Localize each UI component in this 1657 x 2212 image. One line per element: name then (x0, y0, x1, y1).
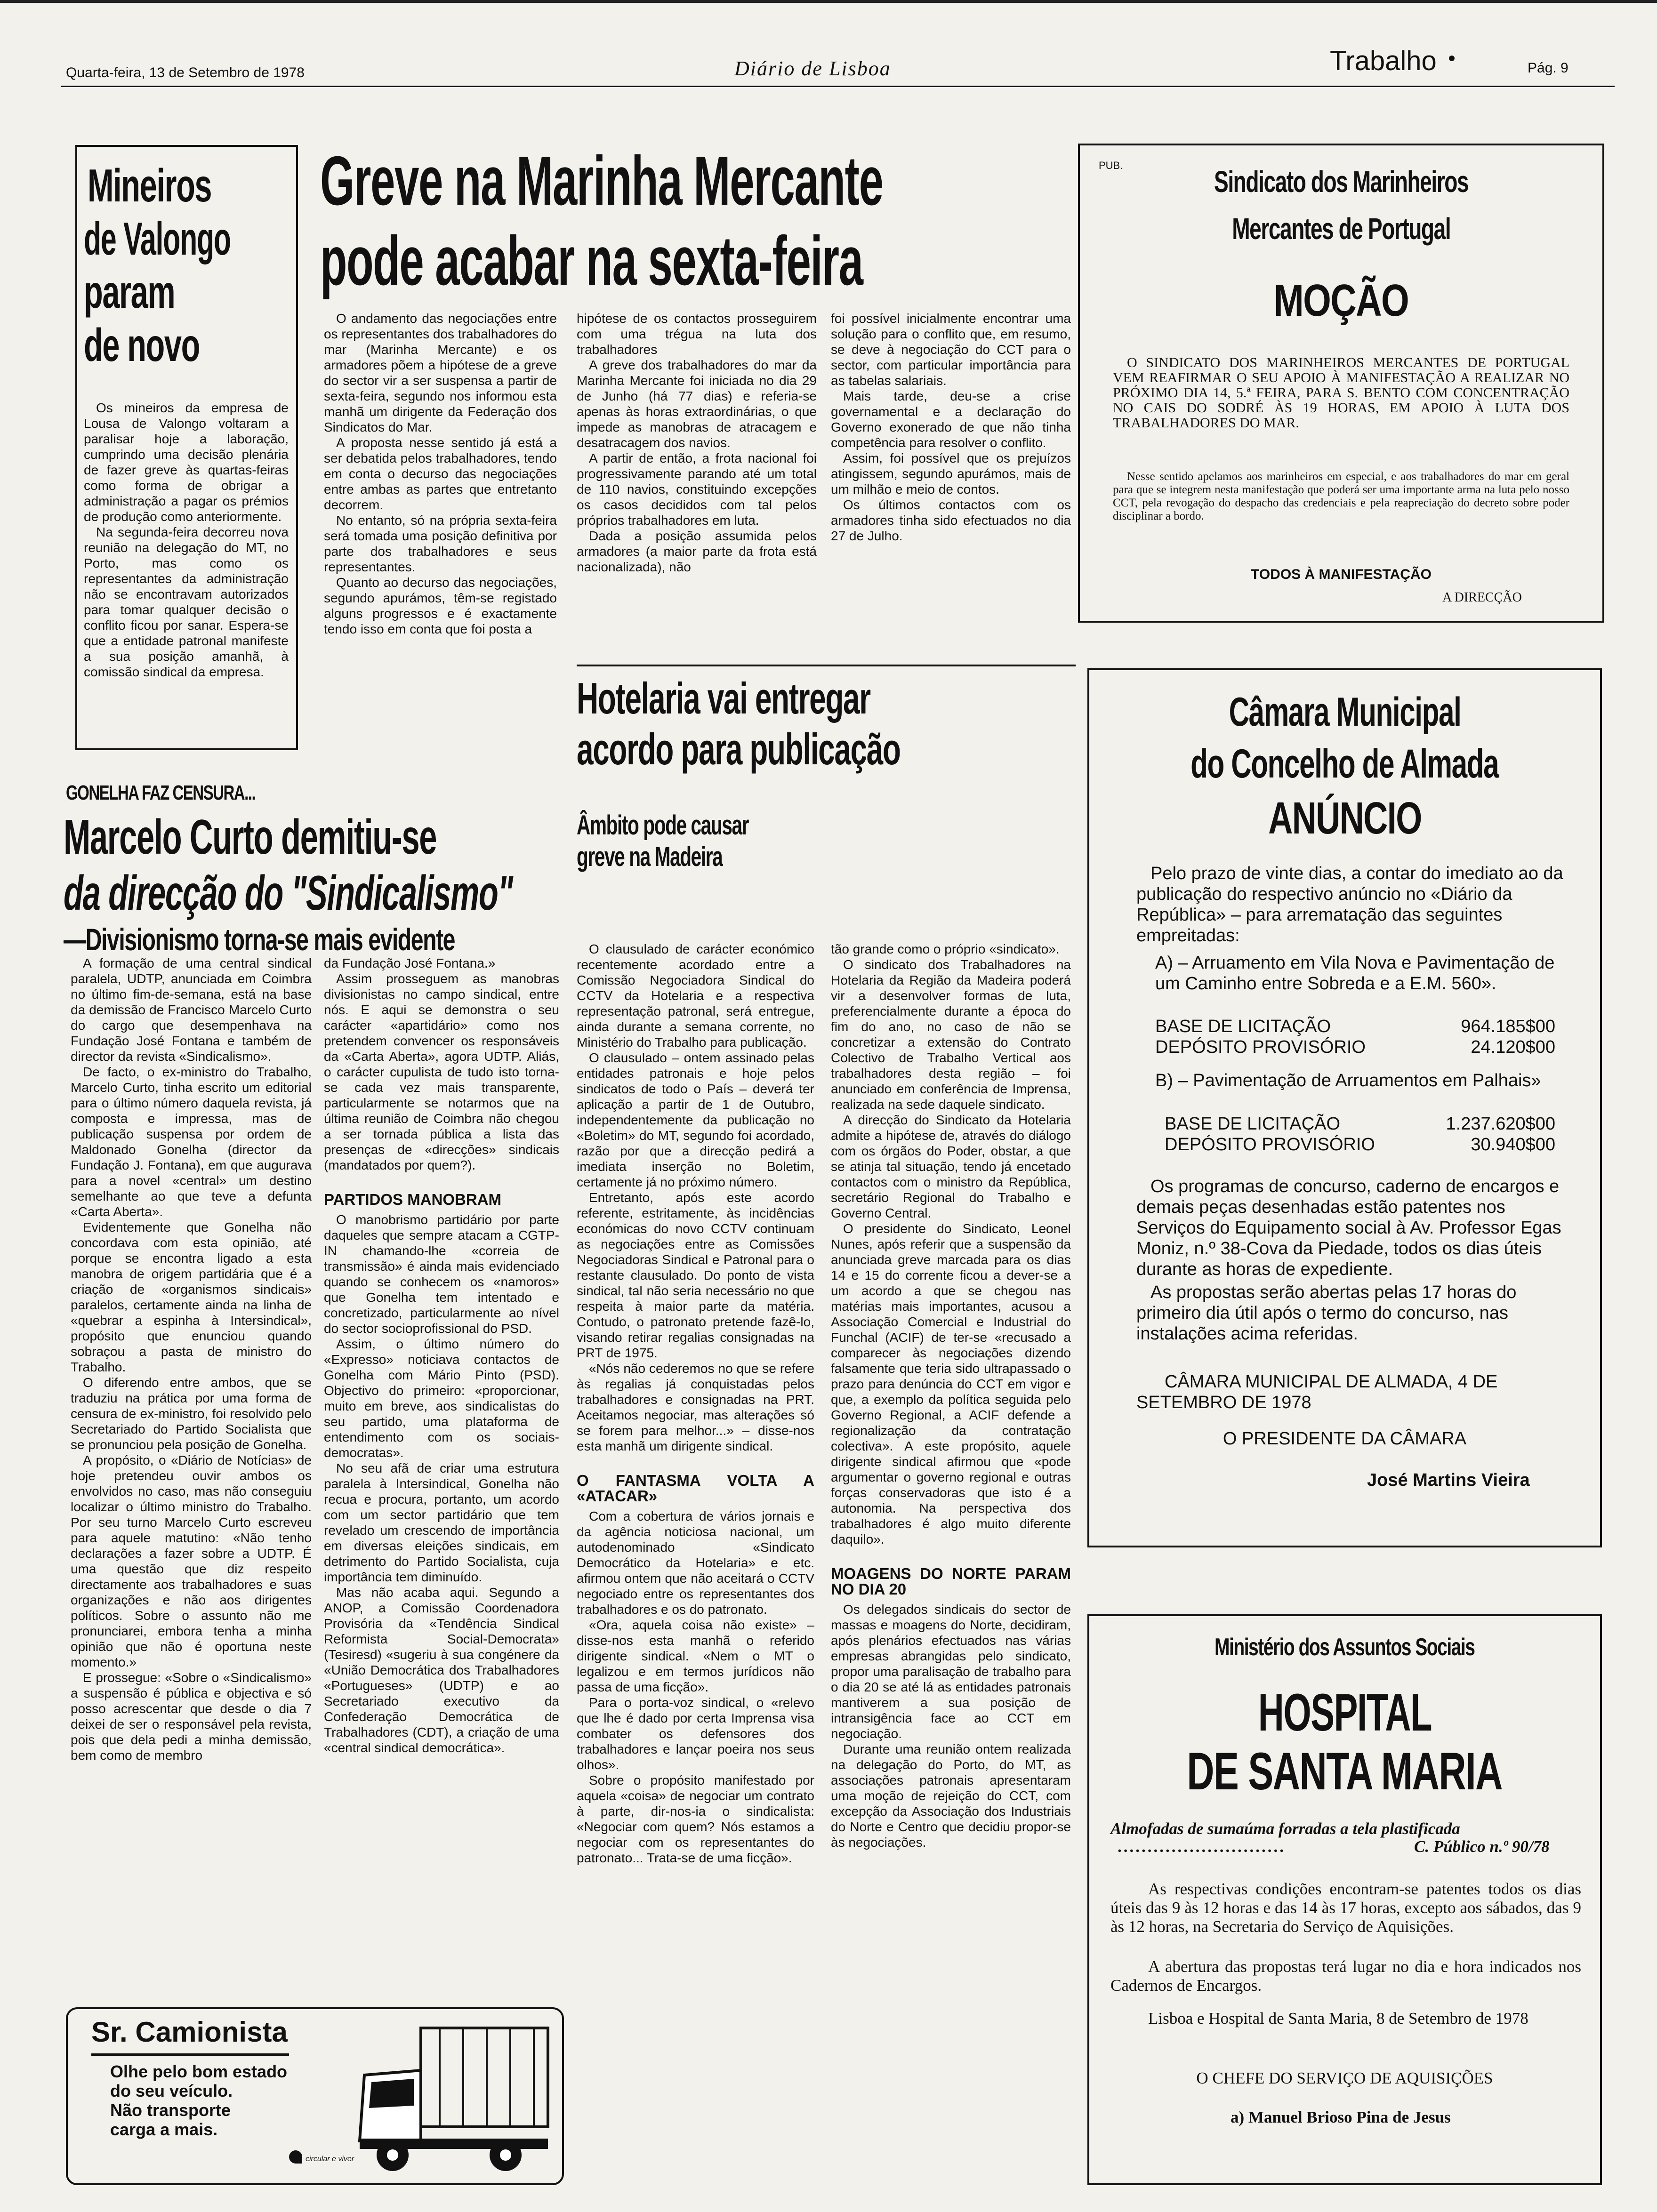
mocao-org-l2: Mercantes de Portugal (1232, 212, 1450, 246)
camara-title-l3-wrap (1089, 793, 1600, 844)
gonelha-paragraph: O manobrismo partidário por parte daqueles que sempre atacam a CGTP-IN chamando-lhe «correia de transmissão» é ainda mais evidenciado quando se conhecem os «namoros» que Gonelha tem intentado e concretizado, particularmente ao nível do sector socioprofissional do PSD. (324, 1212, 559, 1336)
mocao-body: O SINDICATO DOS MARINHEIROS MERCANTES DE PORTUGAL VEM REAFIRMAR O SEU APOIO À MANIFESTAÇÃO A REALIZAR NO PRÓXIMO DIA 14, 5.ª FEIRA, PARA S. BENTO COM CONCENTRAÇÃO NO CAIS DO SODRÉ ÀS 19 HORAS, EM APOIO À LUTA DOS TRABALHADORES DO MAR. (1113, 355, 1569, 431)
mocao-org-l2-wrap (1080, 211, 1602, 246)
camara-item-a-dep (1155, 1037, 1555, 1058)
gonelha-paragraph: Assim, o último número do «Expresso» noticiava contactos de Gonelha com Mário Pinto (PSD). Objectivo do primeiro: «proporcionar, muito em breve, aos sindicalistas do seu partido, uma plataforma de entendimento com os sociais-democratas». (324, 1337, 559, 1460)
hotelaria-subhead-moagens: MOAGENS DO NORTE PARAM NO DIA 20 (831, 1565, 1071, 1598)
mocao-call: TODOS À MANIFESTAÇÃO (1251, 567, 1432, 582)
hotelaria-paragraph: Entretanto, após este acordo referente, estritamente, às incidências económicas do novo CCTV continuam as negociações entre as Comissões Negociadoras Sindical e Patronal para o restante clausulado. Do ponto de vista sindical, tal não seria necessário no que respeita à maior parte da matéria. Contudo, o patronato pretende fazê-lo, visando retirar regalias consignadas na PRT de 1975. (577, 1190, 814, 1360)
camara-dep-value: 24.120$00 (1471, 1037, 1555, 1057)
camara-ad (1087, 668, 1602, 1547)
camara-title-l1: Câmara Municipal (1229, 689, 1461, 735)
greve-headline-l2: pode acabar na sexta-feira (320, 222, 863, 300)
greve-paragraph: A proposta nesse sentido já está a ser debatida pelos trabalhadores, tendo em conta o decurso das negociações entre ambas as partes que entretanto decorrem. (324, 435, 557, 512)
greve-paragraph: A partir de então, a frota nacional foi progressivamente parando até um total de 110 navios, constituindo excepções os casos decididos com tal pelos próprios trabalhadores em luta. (577, 451, 817, 528)
camara-base-value: 1.237.620$00 (1446, 1114, 1555, 1134)
masthead-section: Trabalho (1330, 46, 1437, 76)
masthead-page-number: Pág. 9 (1528, 60, 1569, 76)
greve-paragraph: foi possível inicialmente encontrar uma solução para o conflito que, em resumo, se deve à negociação do CCT para o sector, com particular importância para as tabelas salariais. (831, 311, 1071, 388)
gonelha-col-2 (324, 955, 559, 1755)
mineiros-paragraph: Na segunda-feira decorreu nova reunião na delegação do MT, no Porto, mas como os representantes da administração não se encontravam autorizados para tomar qualquer decisão o conflito ficou por sanar. Espera-se que a entidade patronal manifeste a sua posição amanhã, à comissão sindical da empresa. (84, 525, 289, 679)
mocao-ad (1078, 144, 1604, 623)
mocao-title: MOÇÃO (1273, 275, 1409, 326)
camara-date: CÂMARA MUNICIPAL DE ALMADA, 4 DE SETEMBRO DE 1978 (1136, 1372, 1498, 1412)
hotelaria-paragraph: A direcção do Sindicato da Hotelaria admite a hipótese de, através do diálogo com os órgãos do Poder, obstar, a que se atinja tal situação, tendo já encetado contactos com o ministro da República, secretário Regional do Trabalho e Governo Central. (831, 1113, 1071, 1220)
hotelaria-paragraph: Com a cobertura de vários jornais e da agência noticiosa nacional, um autodenominado «Sindicato Democrático da Hotelaria» e etc. afirmou ontem que não aceitará o CCTV negociado entre os representantes dos trabalhadores e os do patronato. (577, 1509, 814, 1617)
camara-item-a-base (1155, 1016, 1555, 1037)
mineiros-article (84, 159, 289, 680)
gonelha-headline-l3: —Divisionismo torna-se mais evidente (64, 922, 455, 957)
greve-paragraph: Quanto ao decurso das negociações, segundo apurámos, têm-se registado alguns progressos e é exactamente tendo isso em conta que foi posta a (324, 575, 557, 636)
mineiros-headline-l4: de novo (84, 319, 200, 371)
camionista-rule (91, 2053, 289, 2056)
greve-paragraph: O andamento das negociações entre os representantes dos trabalhadores do mar (Marinha Mercante) e os armadores põem a hipótese de a greve do sector vir a ser suspensa a partir de sexta-feira, segundo nos informou esta manhã um dirigente da Federação dos Sindicatos do Mar. (324, 311, 557, 434)
greve-paragraph: Dada a posição assumida pelos armadores (a maior parte da frota está nacionalizada), não (577, 529, 817, 574)
camionista-title: Sr. Camionista (91, 2016, 288, 2048)
gonelha-paragraph: De facto, o ex-ministro do Trabalho, Marcelo Curto, tinha escrito um editorial para o último número daquela revista, já composta e impressa, mas de publicação suspensa por ordem de Maldonado Gonelha (director da Fundação J. Fontana), em que augurava para a novel «central» um destino semelhante ao que teve a defunta «Carta Aberta». (71, 1065, 312, 1219)
gonelha-paragraph: No seu afã de criar uma estrutura paralela à Intersindical, Gonelha não recua e procura, portanto, um acordo com um sector partidário que tem revelado um crescendo de importância em diversas eleições sindicais, em detrimento do Partido Socialista, cuja importância tem diminuído. (324, 1461, 559, 1584)
camionista-line: do seu veículo. (110, 2081, 233, 2100)
gonelha-paragraph: O diferendo entre ambos, que se traduziu na prática por uma forma de censura de ex-ministro, foi resolvido pelo Secretariado do Partido Socialista que se pronunciou pela posição de Gonelha. (71, 1375, 312, 1452)
gonelha-paragraph: A propósito, o «Diário de Notícias» de hoje pretendeu ouvir ambos os envolvidos no caso, mas não conseguiu localizar o último ministro do Trabalho. Por seu turno Marcelo Curto escreveu para aquele matutino: «Não tenho declarações a fazer sobre a UDTP. É uma questão que diz respeito directamente aos trabalhadores e suas organizações e não aos dirigentes políticos. Sobre o assunto não me pronunciarei, embora tenha a minha opinião que não é oportuna neste momento.» (71, 1453, 312, 1669)
camara-intro: Pelo prazo de vinte dias, a contar do imediato ao da publicação do respectivo anúncio no «Diário da República» – para arrematação das seguintes empreitadas: (1136, 864, 1563, 946)
camionista-text (110, 2062, 287, 2139)
greve-paragraph: A greve dos trabalhadores do mar da Marinha Mercante foi iniciada no dia 29 de Junho (há 77 dias) e referia-se apenas às horas extraordinárias, o que impede as manobras de atracagem e desatracagem dos navios. (577, 358, 817, 450)
mineiros-paragraph: Os mineiros da empresa de Lousa de Valongo voltaram a paralisar hoje a laboração, cumprindo uma decisão plenária de fazer greve às quartas-feiras como forma de obrigar a administração a pagar os prémios de produção como anteriormente. (84, 401, 289, 524)
camionista-line: Olhe pelo bom estado (110, 2062, 288, 2081)
camara-title-l2: do Concelho de Almada (1190, 741, 1499, 786)
camara-president-name: José Martins Vieira (1367, 1470, 1530, 1490)
camara-item-a: A) – Arruamento em Vila Nova e Pavimentação de um Caminho entre Sobreda e a E.M. 560». (1155, 953, 1555, 994)
hospital-title-l2: DE SANTA MARIA (1187, 1742, 1503, 1801)
gonelha-paragraph: Evidentemente que Gonelha não concordava com esta opinião, até porque se encontra ligado a esta manobra de origem partidária que é a criação de «organismos sindicais» paralelos, certamente ainda na linha de «quebrar a espinha à Intersindical», propósito que enunciou quando sobraçou a pasta de ministro do Trabalho. (71, 1220, 312, 1374)
gonelha-subhead: PARTIDOS MANOBRAM (324, 1191, 502, 1208)
hospital-signature: a) Manuel Brioso Pina de Jesus (1231, 2108, 1451, 2126)
greve-paragraph: hipótese de os contactos prosseguirem com uma trégua na luta dos trabalhadores (577, 311, 817, 357)
greve-col-2 (577, 311, 817, 575)
gonelha-paragraph: E prossegue: «Sobre o «Sindicalismo» a suspensão é pública e objectiva e só posso acrescentar que desde o dia 7 deixei de ser o responsável pela revista, pois que dela pedi a minha demissão, bem como de membro (71, 1670, 312, 1763)
gonelha-paragraph: Mas não acaba aqui. Segundo a ANOP, a Comissão Coordenadora Provisória da «Tendência Sindical Reformista Social-Democrata» (Tesiresd) «sugeriu à sua congénere da «União Democrática dos Trabalhadores «Portugueses» (UDTP) e ao Secretariado executivo da Confederação Democrática de Trabalhadores (CDT), a criação de uma «central sindical democrática». (324, 1585, 559, 1755)
hotelaria-paragraph: O clausulado – ontem assinado pelas entidades patronais e hoje pelos sindicatos de todo o País – deverá ter aplicação a partir de 1 de Outubro, independentemente da publicação no «Boletim» do MT, segundo foi acordado, razão por que a direcção pedirá a imediata inserção no Boletim, certamente já no próximo número. (577, 1050, 814, 1189)
camara-role: O PRESIDENTE DA CÂMARA (1223, 1429, 1467, 1449)
gonelha-headline-l1: Marcelo Curto demitiu-se (64, 810, 437, 865)
mineiros-headline-l1: Mineiros (88, 160, 212, 211)
gonelha-kicker-text: GONELHA FAZ CENSURA... (66, 781, 256, 804)
camara-title-l3: ANÚNCIO (1268, 793, 1422, 843)
masthead-date: Quarta-feira, 13 de Setembro de 1978 (66, 65, 305, 80)
hospital-leader-dots: ............................ (1118, 1837, 1286, 1856)
hotelaria-paragraph: O presidente do Sindicato, Leonel Nunes, após referir que a suspensão da anunciada greve marcada para os dias 14 e 15 do corrente ficou a dever-se a um acordo a que se chegou nas matérias mais importantes, acusou a Associação Comercial e Industrial do Funchal (ACIF) de ter-se «recusado a comparecer às negociações dizendo falsamente que teria sido ultrapassado o prazo para denúncia do CCT em vigor e que, a exemplo da política seguida pelo Governo Regional, a ACIF defende a regionalização da contratação colectiva». A este propósito, aquele dirigente sindical afirmou que «pode argumentar o governo regional e outras forças conservadoras que isto é a autonomia. Na perspectiva dos trabalhadores é algo muito diferente daquilo». (831, 1221, 1071, 1547)
camara-item-b-base (1165, 1114, 1555, 1134)
camionista-logo-text: circular e viver (306, 2155, 354, 2163)
camionista-ad (66, 2007, 564, 2185)
mocao-org-l1: Sindicato dos Marinheiros (1214, 165, 1469, 199)
hospital-title-l2-wrap (1089, 1741, 1600, 1802)
mineiros-headline-l2: de Valongo (84, 213, 231, 264)
top-rule (0, 0, 1657, 3)
gonelha-headline (64, 809, 581, 957)
hotelaria-paragraph: Os delegados sindicais do sector de massas e moagens do Norte, decidiram, após plenários efectuados nas várias empresas abrangidas pelo sindicato, propor uma paralisação de trabalho para o dia 20 se até lá as entidades patronais mantiverem a sua posição de intransigência face ao CCT em negociação. (831, 1602, 1071, 1741)
hotelaria-subhead-fantasma: O FANTASMA VOLTA A «ATACAR» (577, 1472, 814, 1505)
camionista-line: carga a mais. (110, 2120, 218, 2139)
hospital-paragraph-1: As respectivas condições encontram-se patentes todos os dias úteis das 9 às 12 horas e das 14 às 17 horas, excepto aos sábados, das 9 às 12 horas, na Secretaria do Serviço de Aquisições. (1110, 1880, 1581, 1936)
hotelaria-subhead-l1: Âmbito pode causar (577, 810, 749, 841)
camara-dep-label: DEPÓSITO PROVISÓRIO (1155, 1037, 1366, 1057)
greve-col-1 (324, 311, 557, 637)
gonelha-headline-l2: da direcção do "Sindicalismo" (64, 866, 513, 921)
hotelaria-subhead (577, 809, 1076, 873)
hotelaria-col-1 (577, 941, 814, 1866)
hotelaria-subhead-l2: greve na Madeira (577, 842, 723, 872)
hospital-ad (1087, 1614, 1602, 2185)
mocao-pub-label: PUB. (1099, 160, 1123, 171)
hotelaria-headline (577, 673, 1076, 775)
mocao-signature: A DIRECÇÃO (1442, 590, 1522, 605)
masthead-bullet-icon (1449, 56, 1455, 61)
hospital-role: O CHEFE DO SERVIÇO DE AQUISIÇÕES (1196, 2069, 1493, 2087)
camara-dep-label: DEPÓSITO PROVISÓRIO (1165, 1135, 1375, 1154)
camara-base-value: 964.185$00 (1461, 1017, 1555, 1036)
mocao-title-wrap (1080, 275, 1602, 327)
hospital-date: Lisboa e Hospital de Santa Maria, 8 de Setembro de 1978 (1148, 2009, 1528, 2028)
gonelha-paragraph: da Fundação José Fontana.» (324, 956, 496, 970)
gonelha-paragraph: Assim prosseguem as manobras divisionistas no campo sindical, entre nós. E aqui se demonstra o seu carácter «apartidário» como nos pretendem convencer os responsáveis da «Carta Aberta», agora UDTP. Aliás, o carácter cupulista de tudo isto torna-se cada vez mais transparente, particularmente se notarmos que na última reunião de Coimbra não chegou a ser tornada pública a lista das presenças de «direcções» sindicais (mandatados por quem?). (324, 971, 559, 1172)
hospital-title-l1-wrap (1089, 1682, 1600, 1743)
camara-title-l2-wrap (1089, 741, 1600, 787)
greve-paragraph: Os últimos contactos com os armadores tinha sido efectuados no dia 27 de Julho. (831, 497, 1071, 543)
greve-col-3 (831, 311, 1071, 544)
hospital-ministry: Ministério dos Assuntos Sociais (1215, 1634, 1475, 1661)
hotelaria-paragraph: «Nós não cederemos no que se refere às regalias já conquistadas pelos trabalhadores e consignadas na PRT. Aceitamos negociar, mas alterações só se forem para melhor...» – disse-nos esta manhã um dirigente sindical. (577, 1361, 814, 1453)
masthead-paper-title: Diário de Lisboa (734, 57, 891, 80)
hotelaria-headline-l2: acordo para publicação (577, 724, 901, 774)
masthead-rule (61, 86, 1615, 87)
camara-item-b-dep (1165, 1134, 1555, 1155)
camara-paragraph-2: As propostas serão abertas pelas 17 horas do primeiro dia útil após o termo do concurso, nas instalações acima referidas. (1136, 1282, 1517, 1344)
hotelaria-headline-l1: Hotelaria vai entregar (577, 673, 870, 723)
camara-dep-value: 30.940$00 (1471, 1135, 1555, 1154)
camionista-line: Não transporte (110, 2100, 231, 2120)
hotelaria-paragraph: O clausulado de carácter económico recentemente acordado entre a Comissão Negociadora Sindical do CCTV da Hotelaria e a respectiva representação patronal, será entregue, ainda durante a semana corrente, no Ministério do Trabalho para publicação. (577, 942, 814, 1050)
mineiros-headline (84, 159, 289, 390)
camara-base-label: BASE DE LICITAÇÃO (1155, 1017, 1331, 1036)
hospital-title-l1: HOSPITAL (1258, 1683, 1432, 1742)
camara-paragraph-1: Os programas de concurso, caderno de encargos e demais peças desenhadas estão patentes nos Serviços do Equipamento social à Av. Professor Egas Moniz, n.º 38-Cova da Piedade, todos os dias úteis durante as horas de expediente. (1136, 1177, 1561, 1279)
camara-title-l1-wrap (1089, 689, 1600, 736)
camara-base-label: BASE DE LICITAÇÃO (1165, 1114, 1341, 1134)
greve-headline-l1: Greve na Marinha Mercante (320, 142, 883, 220)
gonelha-col-1 (71, 955, 312, 1763)
camara-item-b: B) – Pavimentação de Arruamentos em Palhais» (1155, 1071, 1541, 1090)
gonelha-paragraph: A formação de uma central sindical paralela, UDTP, anunciada em Coimbra no último fim-de-semana, está na base da demissão de Francisco Marcelo Curto do cargo que desempenhava na Fundação José Fontana e também de director da revista «Sindicalismo». (71, 956, 312, 1064)
gonelha-kicker (66, 781, 318, 805)
hospital-item: Almofadas de sumaúma forradas a tela plastificada (1110, 1819, 1460, 1838)
mocao-body-2: Nesse sentido apelamos aos marinheiros em especial, e aos trabalhadores do mar em geral para que se integrem nesta manifestação que poderá ser uma importante arma na luta pelo nosso CCT, pela revogação do despacho das credenciais e pela reapreciação do decreto sobre poder disciplinar a bordo. (1113, 470, 1569, 522)
greve-paragraph: No entanto, só na própria sexta-feira será tomada uma posição definitiva por parte dos trabalhadores e seus representantes. (324, 513, 557, 574)
greve-paragraph: Mais tarde, deu-se a crise governamental e a declaração do Governo exonerado de que não tinha competência para resolver o conflito. (831, 389, 1071, 450)
hospital-paragraph-2: A abertura das propostas terá lugar no dia e hora indicados nos Cadernos de Encargos. (1110, 1957, 1581, 1995)
hotelaria-paragraph: «Ora, aquela coisa não existe» – disse-nos esta manhã o referido dirigente sindical. «Nem o MT o legalizou e em termos jurídicos não passa de uma ficção». (577, 1618, 814, 1694)
hospital-reference: C. Público n.º 90/78 (1414, 1837, 1550, 1856)
hotelaria-paragraph: O sindicato dos Trabalhadores na Hotelaria da Região da Madeira poderá vir a desenvolver formas de luta, preferencialmente durante a época do fim do ano, no caso de não se concretizar a extensão do Contrato Colectivo de Trabalho Vertical aos trabalhadores desta região – foi anunciado em conferência de Imprensa, realizada na sede daquele sindicato. (831, 957, 1071, 1112)
truck-icon (350, 2019, 553, 2179)
hotelaria-paragraph: tão grande como o próprio «sindicato». (831, 942, 1060, 956)
hotelaria-paragraph: Para o porta-voz sindical, o «relevo que lhe é dado por certa Imprensa visa combater os defensores dos trabalhadores e lançar poeira nos seus olhos». (577, 1695, 814, 1772)
greve-headline (320, 141, 1073, 300)
greve-divider (577, 665, 1076, 666)
mineiros-headline-l3: param (84, 266, 175, 318)
mineiros-body (84, 400, 289, 680)
road-safety-logo-icon (289, 2150, 302, 2164)
hotelaria-paragraph: Sobre o propósito manifestado por aquela «coisa» de negociar um contrato à parte, dir-nos-ia o sindicalista: «Negociar com quem? Nós estamos a negociar com os representantes do patronato... Trata-se de uma ficção». (577, 1773, 814, 1865)
greve-paragraph: Assim, foi possível que os prejuízos atingissem, segundo apurámos, mais de um milhão e meio de contos. (831, 451, 1071, 497)
mocao-org-l1-wrap (1080, 164, 1602, 199)
hotelaria-paragraph: Durante uma reunião ontem realizada na delegação do Porto, do MT, as associações patronais apresentaram uma moção de rejeição do CCT, com excepção da Associação dos Industriais do Norte e Centro que decidiu propor-se às negociações. (831, 1742, 1071, 1850)
hospital-ministry-wrap (1089, 1633, 1600, 1661)
hotelaria-col-2 (831, 941, 1071, 1850)
